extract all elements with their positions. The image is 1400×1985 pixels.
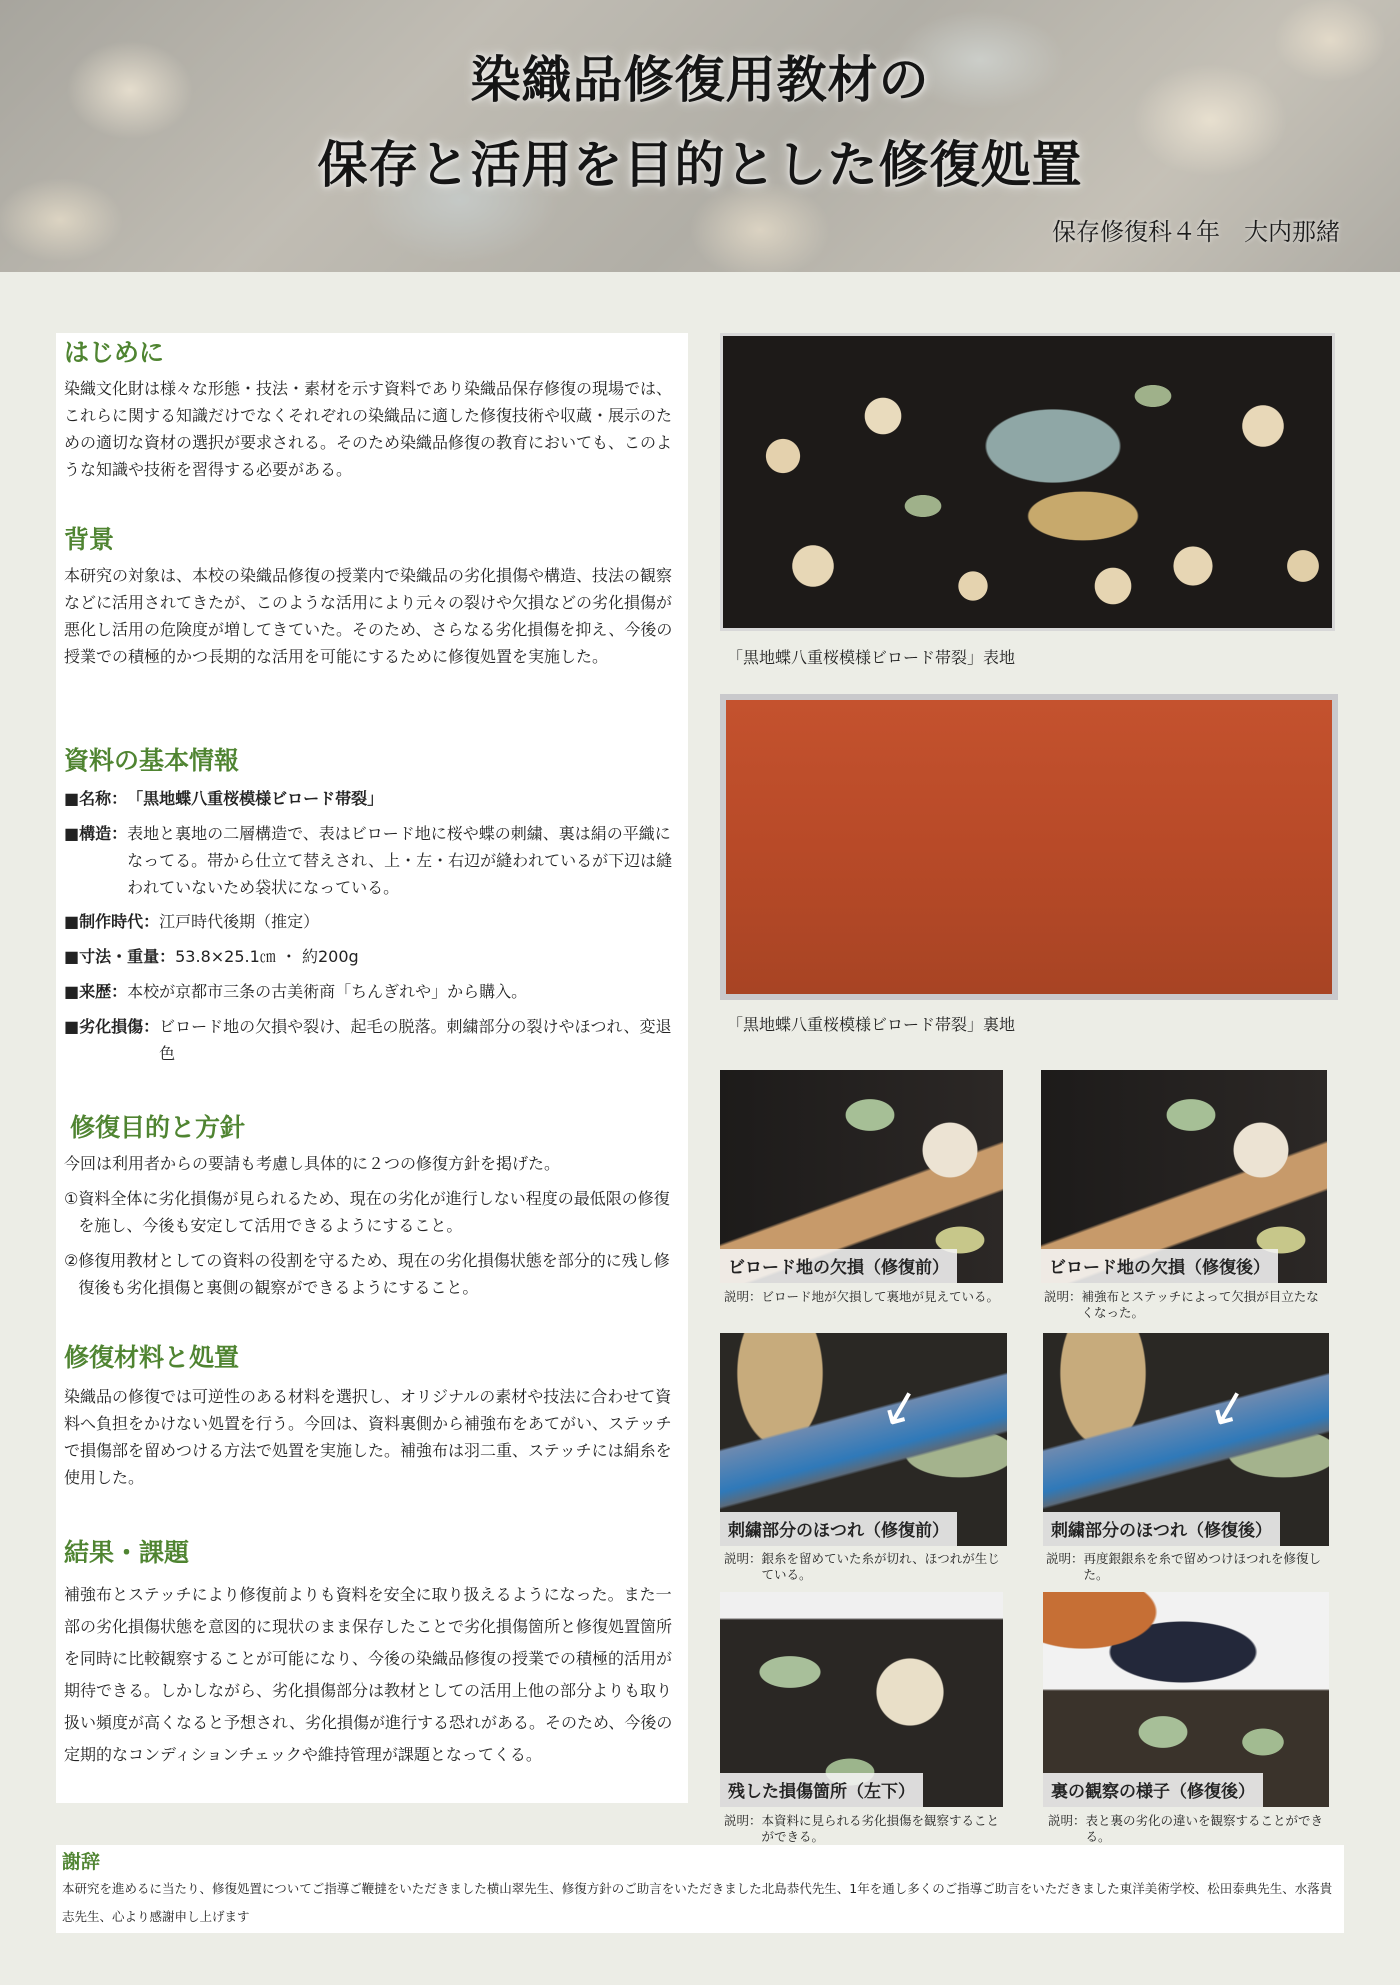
photo-embroidery-fray-before bbox=[720, 1333, 1007, 1546]
info-size bbox=[64, 943, 676, 970]
photo-5-note-label: 説明： bbox=[724, 1813, 762, 1828]
info-structure-label: ■構造： bbox=[64, 824, 128, 843]
info-damage-value: ビロード地の欠損や裂け、起毛の脱落。刺繍部分の裂けやほつれ、変退色 bbox=[159, 1017, 672, 1063]
photo-2-note-label: 説明： bbox=[1044, 1289, 1082, 1304]
photo-2-note bbox=[1044, 1289, 1329, 1321]
arrow-icon: ↙ bbox=[1201, 1374, 1255, 1440]
background-text: 本研究の対象は、本校の染織品修復の授業内で染織品の劣化損傷や構造、技法の観察などに活用されてきたが、このような活用により元々の裂けや欠損などの劣化損傷が悪化し活用の危険度が増してきていた。そのため、さらなる劣化損傷を抑え、今後の授業での積極的かつ長期的な活用を可能にするために修復処置を実施した。 bbox=[64, 566, 673, 666]
photo-remaining-damage-label: 残した損傷箇所（左下） bbox=[720, 1773, 923, 1807]
arrow-icon: ↙ bbox=[873, 1374, 927, 1440]
back-fabric-image bbox=[720, 694, 1338, 1000]
front-caption: 「黒地蝶八重桜模様ビロード帯裂」表地 bbox=[727, 648, 1016, 667]
photo-4-note bbox=[1046, 1551, 1329, 1583]
front-fabric-image bbox=[720, 333, 1335, 631]
back-caption: 「黒地蝶八重桜模様ビロード帯裂」裏地 bbox=[727, 1015, 1016, 1034]
policy-point-1-text: 資料全体に劣化損傷が見られるため、現在の劣化が進行しない程度の最低限の修復を施し、今後も安定して活用できるようにすること。 bbox=[78, 1189, 670, 1235]
info-damage bbox=[64, 1013, 676, 1067]
results-text: 補強布とステッチにより修復前よりも資料を安全に取り扱えるようになった。また一部の劣化損傷状態を意図的に現状のまま保存したことで劣化損傷箇所と修復処置箇所を同時に比較観察することが可能になり、今後の染織品修復の授業での積極的活用が期待できる。しかしながら、劣化損傷部分は教材としての活用上他の部分よりも取り扱い頻度が高くなると予想され、劣化損傷が進行する恐れがある。そのため、今後の定期的なコンディションチェックや維持管理が課題となってくる。 bbox=[64, 1585, 673, 1764]
policy-heading: 修復目的と方針 bbox=[70, 1113, 246, 1142]
photo-4-note-text: 再度銀銀糸を糸で留めつけほつれを修復した。 bbox=[1083, 1551, 1322, 1582]
acknowledgements-panel bbox=[56, 1845, 1344, 1933]
photo-back-observation-label: 裏の観察の様子（修復後） bbox=[1043, 1773, 1263, 1807]
info-structure bbox=[64, 820, 676, 901]
photo-embroidery-fray-before-label: 刺繍部分のほつれ（修復前） bbox=[720, 1512, 957, 1546]
info-size-label: ■寸法・重量： bbox=[64, 947, 176, 966]
results-heading: 結果・課題 bbox=[64, 1538, 190, 1567]
photo-velvet-loss-before bbox=[720, 1070, 1003, 1283]
info-provenance-value: 本校が京都市三条の古美術商「ちんぎれや」から購入。 bbox=[127, 982, 528, 1001]
materials-heading: 修復材料と処置 bbox=[64, 1343, 240, 1372]
left-text-panel bbox=[56, 333, 688, 1803]
info-period-label: ■制作時代： bbox=[64, 912, 160, 931]
photo-2-note-text: 補強布とステッチによって欠損が目立たなくなった。 bbox=[1081, 1289, 1319, 1320]
policy-point-2-mark: ② bbox=[64, 1251, 79, 1270]
policy-point-2-text: 修復用教材としての資料の役割を守るため、現在の劣化損傷状態を部分的に残し修復後も劣化損傷と裏側の観察ができるようにすること。 bbox=[78, 1251, 670, 1297]
policy-lead: 今回は利用者からの要請も考慮し具体的に２つの修復方針を掲げた。 bbox=[64, 1154, 561, 1173]
header-banner bbox=[0, 0, 1400, 272]
photo-velvet-loss-before-label: ビロード地の欠損（修復前） bbox=[720, 1249, 957, 1283]
policy-point-1 bbox=[64, 1185, 676, 1239]
info-name-value: 「黒地蝶八重桜模様ビロード帯裂」 bbox=[127, 789, 384, 808]
photo-5-note bbox=[724, 1813, 1007, 1845]
photo-embroidery-fray-after bbox=[1043, 1333, 1329, 1546]
author: 保存修復科４年 大内那緒 bbox=[1052, 218, 1340, 246]
info-provenance-label: ■来歴： bbox=[64, 982, 128, 1001]
photo-3-note-label: 説明： bbox=[724, 1551, 762, 1566]
intro-text: 染織文化財は様々な形態・技法・素材を示す資料であり染織品保存修復の現場では、これらに関する知識だけでなくそれぞれの染織品に適した修復技術や収蔵・展示のための適切な資材の選択が要求される。そのため染織品修復の教育においても、このような知識や技術を習得する必要がある。 bbox=[64, 379, 673, 479]
photo-embroidery-fray-after-label: 刺繍部分のほつれ（修復後） bbox=[1043, 1512, 1280, 1546]
title-line-2: 保存と活用を目的とした修復処置 bbox=[317, 136, 1083, 194]
info-period bbox=[64, 908, 676, 935]
policy-point-1-mark: ① bbox=[64, 1189, 79, 1208]
intro-heading: はじめに bbox=[64, 338, 165, 367]
photo-4-note-label: 説明： bbox=[1046, 1551, 1084, 1566]
photo-velvet-loss-after bbox=[1041, 1070, 1327, 1283]
photo-5-note-text: 本資料に見られる劣化損傷を観察することができる。 bbox=[761, 1813, 1000, 1844]
policy-point-2 bbox=[64, 1247, 676, 1301]
info-size-value: 53.8×25.1㎝ ・ 約200g bbox=[175, 947, 359, 966]
photo-remaining-damage bbox=[720, 1592, 1003, 1807]
materials-text: 染織品の修復では可逆性のある材料を選択し、オリジナルの素材や技法に合わせて資料へ負担をかけない処置を行う。今回は、資料裏側から補強布をあてがい、ステッチで損傷部を留めつける方法で処置を実施した。補強布は羽二重、ステッチには絹糸を使用した。 bbox=[64, 1387, 672, 1487]
title-line-1: 染織品修復用教材の bbox=[470, 51, 930, 109]
basic-info-heading: 資料の基本情報 bbox=[64, 746, 240, 775]
info-structure-value: 表地と裏地の二層構造で、表はビロード地に桜や蝶の刺繍、裏は絹の平織になってる。帯から仕立て替えされ、上・左・右辺が縫われているが下辺は縫われていないため袋状になっている。 bbox=[127, 824, 673, 897]
info-period-value: 江戸時代後期（推定） bbox=[159, 912, 320, 931]
photo-3-note bbox=[724, 1551, 1007, 1583]
photo-1-note-label: 説明： bbox=[724, 1289, 762, 1304]
photo-velvet-loss-after-label: ビロード地の欠損（修復後） bbox=[1041, 1249, 1278, 1283]
photo-6-note bbox=[1048, 1813, 1331, 1845]
ack-heading: 謝辞 bbox=[62, 1851, 101, 1873]
ack-text: 本研究を進めるに当たり、修復処置についてご指導ご鞭撻をいただきました横山翠先生、修復方針のご助言をいただきました北島恭代先生、1年を通し多くのご指導ご助言をいただきました東洋美術学校、松田泰典先生、水落貴志先生、心より感謝申し上げます bbox=[62, 1881, 1333, 1924]
photo-3-note-text: 銀糸を留めていた糸が切れ、ほつれが生じている。 bbox=[761, 1551, 1000, 1582]
photo-6-note-label: 説明： bbox=[1048, 1813, 1086, 1828]
info-damage-label: ■劣化損傷： bbox=[64, 1017, 160, 1036]
info-provenance bbox=[64, 978, 676, 1005]
background-heading: 背景 bbox=[64, 525, 115, 554]
info-name bbox=[64, 785, 676, 812]
photo-1-note bbox=[724, 1289, 1004, 1305]
info-name-label: ■名称： bbox=[64, 789, 128, 808]
photo-back-observation bbox=[1043, 1592, 1329, 1807]
photo-1-note-text: ビロード地が欠損して裏地が見えている。 bbox=[761, 1289, 1000, 1304]
photo-6-note-text: 表と裏の劣化の違いを観察することができる。 bbox=[1085, 1813, 1324, 1844]
